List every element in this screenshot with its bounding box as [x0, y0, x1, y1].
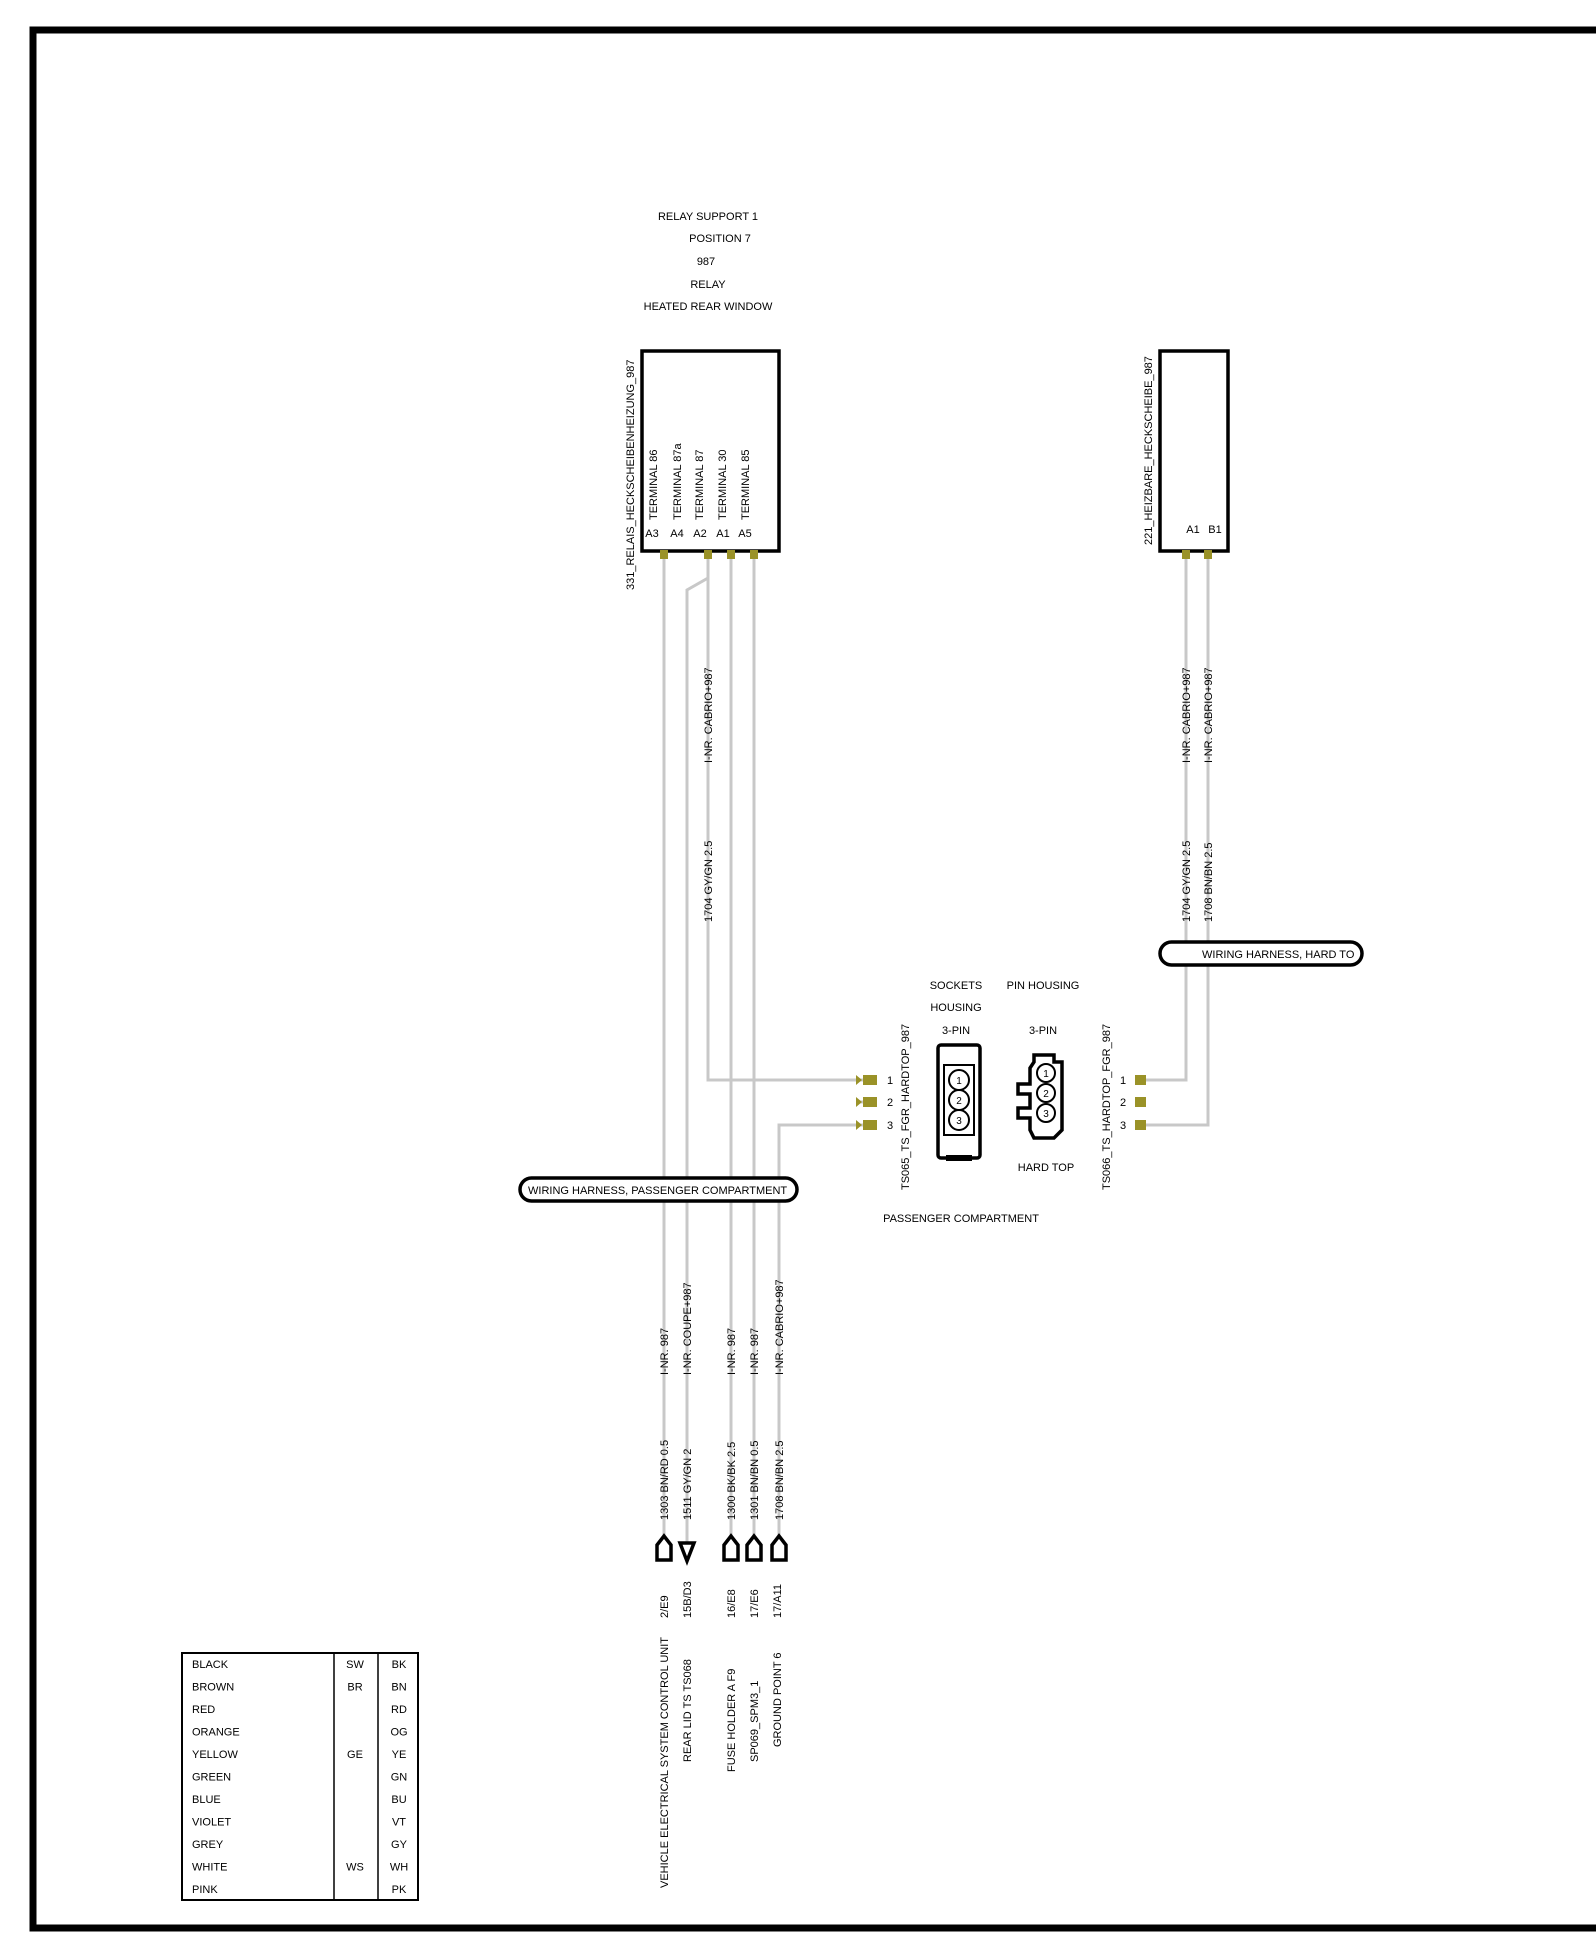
- pin-housing-icon: [1018, 1055, 1062, 1138]
- wire-spec-label: 1511 GY/GN 2: [682, 1448, 694, 1520]
- wire-hardtop-a1: [1146, 558, 1186, 1080]
- heated-window-pin: [1182, 550, 1190, 559]
- hard-top-caption: HARD TOP: [1017, 1162, 1075, 1174]
- relay-pin-label: A5: [738, 528, 752, 540]
- connector-pin-number: 2: [1119, 1097, 1127, 1109]
- svg-text:3: 3: [1043, 1109, 1049, 1120]
- wire-location: 2/E9: [659, 1595, 671, 1618]
- heated-window-box: [1160, 351, 1228, 551]
- relay-terminal-label: TERMINAL 30: [717, 449, 729, 520]
- terminal-arrow-icon: [747, 1536, 761, 1560]
- legend-de: BR: [347, 1681, 363, 1694]
- relay-pin: [704, 550, 712, 559]
- wire-location: 17/A11: [772, 1583, 784, 1618]
- legend-name: GREY: [192, 1839, 224, 1851]
- legend-name: BROWN: [192, 1681, 235, 1694]
- wire-spec-label: 1704 GY/GN 2.5: [1181, 840, 1193, 922]
- socket-housing-caption: 3-PIN: [941, 1025, 971, 1037]
- legend-de: GE: [347, 1749, 363, 1761]
- page-frame: [33, 30, 1596, 1928]
- legend-en: BK: [391, 1659, 407, 1671]
- relay-pin: [750, 550, 758, 559]
- wire-labels-bottom: [659, 1279, 786, 1520]
- connector-pin-number: 2: [886, 1097, 894, 1109]
- wire-variant-label: I-NR. CABRIO+987: [774, 1279, 786, 1375]
- terminal-arrow-icon: [724, 1536, 738, 1560]
- connector-ts065: [856, 1024, 912, 1190]
- wire-variant-label: I-NR. 987: [659, 1327, 671, 1375]
- wire-spec-label: 1300 BK/BK 2.5: [726, 1441, 738, 1520]
- harness-hardtop: [1160, 942, 1362, 965]
- connector-pin-number: 3: [1119, 1120, 1127, 1132]
- terminal-arrow-icon: [680, 1543, 694, 1561]
- wire-variant-label: I-NR. 987: [749, 1327, 761, 1375]
- relay-header-line: RELAY: [690, 279, 726, 291]
- relay-pin-label: A4: [670, 528, 684, 540]
- legend-name: WHITE: [192, 1861, 228, 1874]
- harness-passenger-label: WIRING HARNESS, PASSENGER COMPARTMENT: [528, 1185, 788, 1197]
- relay-terminal-label: TERMINAL 86: [648, 449, 660, 520]
- legend-en: VT: [391, 1816, 407, 1829]
- terminal-arrow-icon: [657, 1536, 671, 1560]
- color-legend: [182, 1653, 418, 1900]
- legend-name: BLUE: [192, 1794, 221, 1806]
- wire-destination: REAR LID TS TS068: [682, 1659, 694, 1762]
- pin-housing-caption: PIN HOUSING: [1006, 980, 1080, 992]
- relay-header-line: RELAY SUPPORT 1: [657, 211, 759, 223]
- relay-header: [644, 211, 773, 313]
- wire-spec-label: 1708 BN/BN 2.5: [1203, 842, 1215, 922]
- wire-labels-top: [703, 667, 1215, 922]
- legend-name: RED: [192, 1704, 216, 1716]
- relay-pin: [727, 550, 735, 559]
- relay-header-line: POSITION 7: [689, 233, 751, 245]
- wire-location: 15B/D3: [682, 1581, 694, 1618]
- connector-pin: [1135, 1097, 1146, 1107]
- svg-text:3: 3: [956, 1116, 962, 1127]
- legend-name: GREEN: [192, 1771, 232, 1784]
- legend-en: RD: [391, 1704, 407, 1716]
- socket-housing-caption: HOUSING: [930, 1002, 982, 1014]
- connector-pin: [1135, 1120, 1146, 1130]
- connector-pin: [863, 1120, 877, 1130]
- legend-en: WH: [389, 1861, 409, 1874]
- connector-pin: [856, 1097, 862, 1107]
- legend-name: PINK: [192, 1884, 218, 1896]
- connector-pin-number: 1: [886, 1075, 894, 1087]
- terminal-symbols: [657, 1536, 786, 1561]
- heated-window-component: [1143, 351, 1228, 559]
- relay-pin-label: A3: [645, 528, 659, 540]
- socket-housing-caption: SOCKETS: [929, 980, 983, 992]
- legend-en: BN: [391, 1681, 407, 1694]
- harness-passenger: [520, 1178, 797, 1201]
- connector-ts066-id: TS066_TS_HARDTOP_FGR_987: [1101, 1023, 1113, 1190]
- wire-variant-label: I-NR. CABRIO+987: [1203, 667, 1215, 763]
- legend-name: VIOLET: [192, 1816, 232, 1829]
- connector-pin-number: 3: [886, 1120, 894, 1132]
- wire-destination: GROUND POINT 6: [772, 1652, 784, 1747]
- wire-location: 17/E6: [749, 1589, 761, 1618]
- heated-window-pin-label: B1: [1208, 524, 1222, 536]
- connector-pin-number: 1: [1119, 1075, 1127, 1087]
- wire-variant-label: I-NR. 987: [726, 1327, 738, 1375]
- svg-text:2: 2: [1043, 1089, 1049, 1100]
- legend-de: SW: [346, 1659, 364, 1671]
- legend-de: WS: [346, 1861, 364, 1874]
- relay-pin-label: A1: [716, 528, 730, 540]
- wire-spec-label: 1303 BN/RD 0.5: [659, 1439, 671, 1520]
- relay-pin-label: A2: [693, 528, 707, 540]
- relay-terminal-label: TERMINAL 87: [694, 449, 706, 520]
- relay-terminal-label: TERMINAL 87a: [672, 443, 684, 520]
- wire-location: 16/E8: [726, 1589, 738, 1618]
- wire-variant-label: I-NR. COUPE+987: [682, 1282, 694, 1375]
- pin-housing-caption: 3-PIN: [1028, 1025, 1058, 1037]
- wire-variant-label: I-NR. CABRIO+987: [1181, 667, 1193, 763]
- wire-destinations: [659, 1581, 784, 1888]
- wire-spec-label: 1708 BN/BN 2.5: [774, 1440, 786, 1520]
- connector-pin: [863, 1075, 877, 1085]
- relay-terminal-label: TERMINAL 85: [740, 449, 752, 520]
- terminal-arrow-icon: [772, 1536, 786, 1560]
- wire-variant-label: I-NR. CABRIO+987: [703, 667, 715, 763]
- wire-destination: SP069_SPM3_1: [749, 1680, 761, 1762]
- wires: [664, 558, 1208, 1548]
- legend-en: GN: [390, 1771, 408, 1784]
- connector-pin: [1135, 1075, 1146, 1085]
- wire-destination: VEHICLE ELECTRICAL SYSTEM CONTROL UNIT: [659, 1636, 671, 1888]
- legend-name: BLACK: [192, 1659, 229, 1671]
- connector-pin: [856, 1075, 862, 1085]
- svg-text:1: 1: [1043, 1069, 1049, 1080]
- wire-spec-label: 1704 GY/GN 2.5: [703, 840, 715, 922]
- relay-pin: [660, 550, 668, 559]
- connector-ts065-id: TS065_TS_FGR_HARDTOP_987: [900, 1023, 912, 1190]
- relay-header-line: HEATED REAR WINDOW: [643, 301, 773, 313]
- connector-pin: [856, 1120, 862, 1130]
- heated-window-pin-label: A1: [1186, 524, 1200, 536]
- legend-en: OG: [390, 1726, 408, 1739]
- wire-spec-label: 1301 BN/BN 0.5: [749, 1440, 761, 1520]
- connector-pin: [863, 1097, 877, 1107]
- connector-ts066: [1101, 1024, 1146, 1190]
- legend-name: ORANGE: [192, 1726, 240, 1739]
- legend-en: PK: [391, 1884, 407, 1896]
- wire-hardtop-b1: [1146, 558, 1208, 1125]
- harness-hardtop-label: WIRING HARNESS, HARD TO: [1202, 949, 1355, 961]
- svg-text:1: 1: [956, 1076, 962, 1087]
- relay-box: [642, 351, 779, 551]
- legend-en: BU: [391, 1794, 407, 1806]
- relay-id: 331_RELAIS_HECKSCHEIBENHEIZUNG_987: [625, 359, 637, 590]
- socket-housing-icon: [938, 1045, 980, 1161]
- legend-en: GY: [391, 1839, 407, 1851]
- heated-window-id: 221_HEIZBARE_HECKSCHEIBE_987: [1143, 356, 1155, 545]
- legend-name: YELLOW: [192, 1749, 238, 1761]
- heated-window-pin: [1204, 550, 1212, 559]
- passenger-compartment-caption: PASSENGER COMPARTMENT: [883, 1213, 1039, 1225]
- relay-component: [625, 351, 779, 590]
- legend-en: YE: [391, 1749, 407, 1761]
- relay-header-line: 987: [696, 256, 716, 268]
- svg-text:2: 2: [956, 1096, 962, 1107]
- wire-destination: FUSE HOLDER A F9: [726, 1668, 738, 1772]
